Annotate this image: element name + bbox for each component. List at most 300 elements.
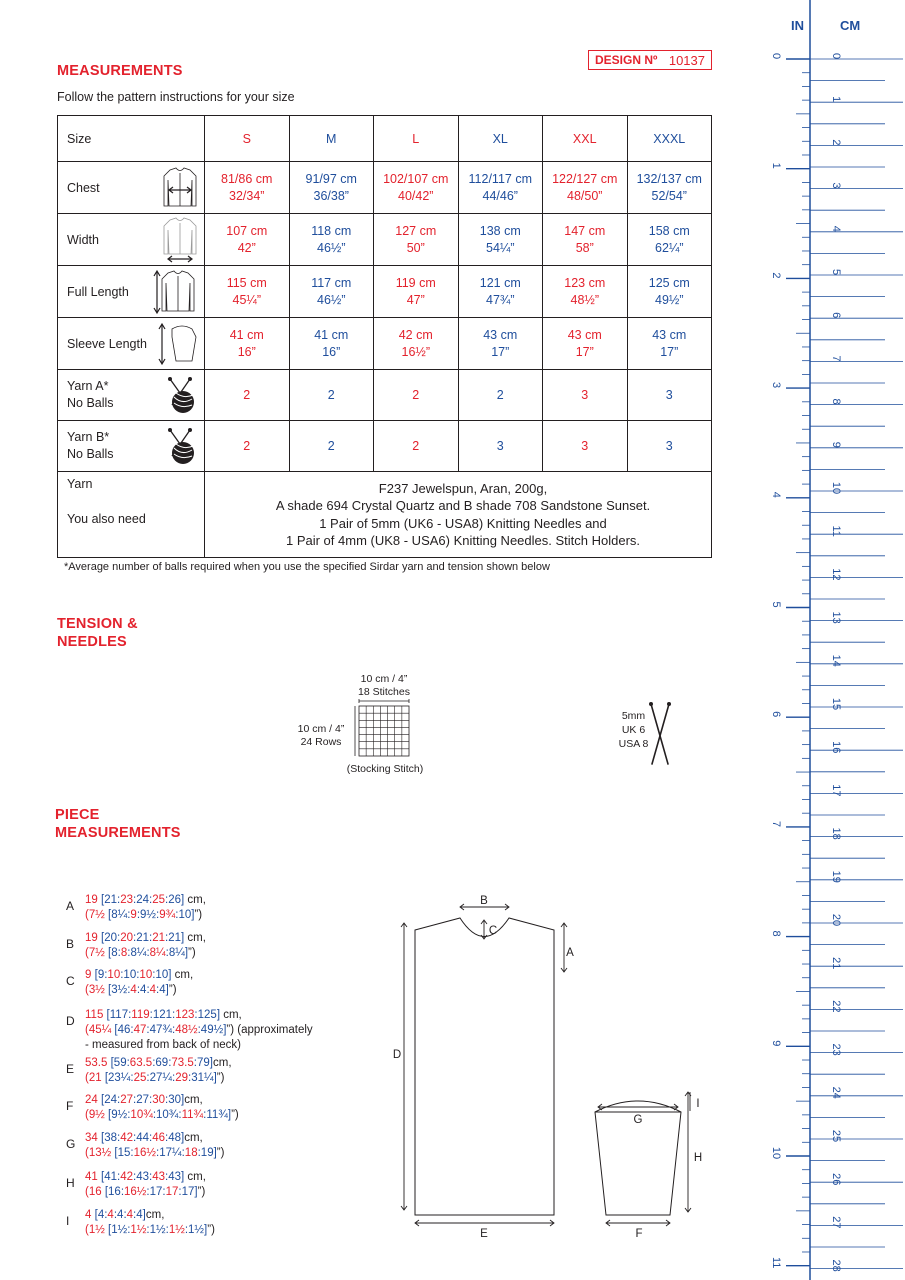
piece-measurement-text [85,1093,239,1123]
cm-line [85,1170,206,1185]
measure-part: ] [165,984,169,996]
measure-part: 44 [136,1132,149,1144]
cm-value: 138 cm [479,223,521,238]
measure-part: 17 [181,1186,195,1198]
measure-part: 16½ [133,1147,156,1159]
inch-value: 42” [237,240,256,255]
measure-part: 41 [85,1171,98,1183]
footnote: *Average number of balls required when you use the specified Sirdar yarn and tension shown below [64,561,550,573]
measure-part: 4 [117,1209,124,1221]
cm-line [85,1093,239,1108]
measure-part: (13½ [85,1147,112,1159]
measure-part: - measured from back of neck) [85,1039,241,1051]
ruler-cm-number: 19 [830,870,842,883]
ball-count: 2 [458,370,543,421]
row-label-text: Chest [67,180,100,195]
measure-part: 21 [152,932,165,944]
measure-part: : [149,1094,153,1106]
tension-heading-1: TENSION & [57,616,138,632]
measure-part: : [162,1186,166,1198]
ruler-inch-number: 9 [770,1040,782,1047]
measure-part: 59 [113,1057,127,1069]
measure-part: (16 [85,1186,102,1198]
tension-stitch-type: (Stocking Stitch) [346,763,424,775]
measure-part: 53.5 [85,1057,108,1069]
row-label-text: Yarn A* [67,379,109,393]
measure-part: ”) [216,1072,225,1084]
measure-part: 79 [196,1057,210,1069]
measure-part: : [193,1057,197,1069]
measure-part: 9 [85,969,92,981]
measure-part: 8 [111,947,118,959]
measurement-cell [289,266,374,318]
ruler [770,0,905,1280]
diagram-label-b: B [480,895,488,907]
yarn-label: Yarn [67,477,93,491]
yarn-info-row [58,472,712,558]
cm-value: 115 cm [226,275,267,290]
measure-part: [ [94,969,98,981]
measure-part: : [146,1186,150,1198]
measurement-row [58,318,712,370]
diagram-label-c: C [488,925,498,937]
measurements-intro: Follow the pattern instructions for your size [57,90,295,104]
measure-part: : [133,1171,137,1183]
measure-part: 4 [149,984,157,996]
measure-part: 10 [155,969,169,981]
inch-line [85,1146,224,1161]
measure-part: 17 [149,1186,163,1198]
measure-part: 16 [108,1186,121,1198]
measure-part: 42 [120,1132,133,1144]
measure-part: [ [104,984,112,996]
measurement-cell [543,266,628,318]
measure-part: : [133,1209,137,1221]
measure-part: cm, [184,1171,206,1183]
ruler-cm-number: 22 [830,1000,842,1013]
ruler-cm-number: 25 [830,1129,842,1143]
measure-part: 8¼ [149,947,166,959]
measure-part: 48½ [175,1024,198,1036]
measure-part: [ [101,1094,105,1106]
inch-value: 36/38” [313,188,349,203]
inch-value: 46½” [317,240,346,255]
ruler-cm-number: 11 [830,525,842,537]
back-piece-outline [415,918,554,1215]
ball-count: 3 [458,421,543,472]
diagram-label-f: F [635,1228,643,1240]
measurement-cell [627,266,712,318]
inch-line [85,1185,206,1200]
inch-value: 16” [322,344,341,359]
measure-part: (7½ [85,947,105,959]
measure-part: : [149,932,153,944]
knitting-needles-icon [646,700,674,768]
inch-line [85,983,193,998]
ruler-cm-number: 26 [830,1173,842,1186]
ball-count: 3 [627,421,712,472]
ball-count: 2 [374,370,459,421]
measurement-cell [458,318,543,370]
measure-part: 43 [136,1171,149,1183]
inch-line [85,1071,232,1086]
measure-part: ] [142,1209,146,1221]
measurement-row [58,266,712,318]
measure-part: : [165,1094,169,1106]
measure-part: : [146,1024,150,1036]
measure-part: : [197,1024,201,1036]
measure-part: ] [181,1132,185,1144]
ruler-in-label: IN [791,18,804,33]
measure-part: : [146,1072,150,1084]
size-row [58,116,712,162]
cm-line [85,1131,224,1146]
piece-letter: B [66,937,75,951]
measure-part: 30 [152,1094,165,1106]
pieces-heading-2: MEASUREMENTS [55,825,181,841]
measure-part: 9 [97,969,105,981]
piece-measurement-text [85,1056,232,1086]
measure-part: 25 [133,1072,147,1084]
measure-part: (7½ [85,909,105,921]
ruler-cm-number: 5 [830,268,842,276]
measure-part: ] [191,909,195,921]
cm-line [85,893,206,908]
inch-line [85,946,206,961]
design-label: DESIGN Nº [595,53,658,67]
ruler-inch-number: 0 [770,52,782,60]
yarn-balls-row [58,421,712,472]
measure-part: [ [101,1171,105,1183]
measurement-cell [289,318,374,370]
measure-part: : [172,1024,176,1036]
measure-part: : [117,932,121,944]
cm-value: 107 cm [226,223,268,238]
row-label-text: No Balls [67,396,114,410]
measure-part: : [128,1009,132,1021]
measure-part: 1½ [149,1224,166,1236]
measure-part: 46 [117,1024,131,1036]
measure-part: 15 [117,1147,131,1159]
also-need-label: You also need [67,512,146,526]
measure-part: 8¼ [130,947,147,959]
measure-part: : [165,932,169,944]
tension-swatch-grid [355,698,415,760]
measure-part: : [117,1132,121,1144]
inch-value: 16½” [401,344,430,359]
measure-part: : [127,1109,131,1121]
ruler-cm-number: 1 [830,96,842,103]
measure-part: 4 [130,984,137,996]
inch-value: 54¼” [486,240,515,255]
measure-part: [ [104,1224,112,1236]
measure-part: 8¼ [111,909,128,921]
measure-part: : [126,1057,130,1069]
cm-line [85,931,206,946]
measure-part: ] [209,1057,213,1069]
ruler-cm-number: 10 [830,481,842,495]
measure-part: 49½ [200,1024,224,1036]
cm-value: 42 cm [398,327,433,342]
needle-size-mm: 5mm [621,710,646,722]
design-number-box [588,50,712,70]
measure-part: [ [104,1109,112,1121]
measure-part: ] [213,1072,217,1084]
cm-value: 125 cm [648,275,690,290]
needle-size-uk: UK 6 [621,724,646,736]
measure-part: 4 [97,1209,105,1221]
measure-part: : [149,894,153,906]
measure-part: 10 [178,909,192,921]
measure-part: [ [104,947,112,959]
diagram-label-h: H [693,1152,703,1164]
piece-letter: F [66,1099,74,1113]
measure-part: cm, [220,1009,242,1021]
measure-part: : [149,1132,153,1144]
cm-value: 102/107 cm [383,171,449,186]
yarn-balls-row [58,370,712,421]
cm-value: 81/86 cm [221,171,273,186]
yarn-line: A shade 694 Crystal Quartz and B shade 708 Sandstone Sunset. [275,498,651,513]
measure-part: cm, [212,1057,232,1069]
tension-stitches: 18 Stitches [358,686,410,698]
measure-part: ] [181,932,185,944]
size-label: Size [58,116,205,162]
measure-part: : [181,1147,185,1159]
measure-part: 43 [168,1171,181,1183]
ruler-cm-number: 12 [830,568,842,581]
measure-part: ”) [197,1186,206,1198]
measure-part: : [146,947,150,959]
measure-part: : [127,947,131,959]
row-label [58,162,205,214]
measure-part: ”) [207,1224,215,1236]
pieces-heading-1: PIECE [55,807,100,823]
ruler-inch-number: 2 [770,272,782,279]
measure-part: : [168,1057,172,1069]
measure-part: : [133,932,137,944]
measure-part: : [136,984,141,996]
inch-value: 45¼” [232,292,261,307]
measure-part: 10 [139,969,153,981]
cm-line [85,1056,232,1071]
measure-part: cm, [171,969,194,981]
cm-value: 43 cm [567,327,602,342]
ball-count: 2 [289,370,374,421]
measure-part: : [156,984,160,996]
measure-part: 121 [152,1009,173,1021]
ruler-cm-number: 27 [830,1216,842,1229]
ruler-cm-number: 4 [830,225,842,232]
measure-part: 41 [104,1171,117,1183]
cm-value: 41 cm [229,327,264,342]
measure-part: 11¾ [206,1109,228,1121]
piece-measurement-text [85,931,206,961]
measure-part: 4 [159,984,166,996]
piece-letter: G [66,1137,76,1151]
measure-part: 11¾ [181,1109,204,1121]
measurement-row [58,162,712,214]
measure-part: 47 [133,1024,147,1036]
measure-part: ] [194,1186,198,1198]
measure-part: : [152,969,156,981]
measurement-cell [205,266,290,318]
ruler-cm-number: 3 [830,182,842,189]
measure-part: ”) [216,1147,225,1159]
ruler-inch-number: 11 [770,1256,782,1269]
piece-letter: D [66,1014,75,1028]
row-label-text: Yarn B* [67,430,110,444]
measurement-cell [627,318,712,370]
measure-part: : [172,1072,176,1084]
measure-part: (1½ [85,1224,105,1236]
measure-part: 23¼ [108,1072,131,1084]
measure-part: ] [204,1224,208,1236]
ruler-cm-number: 28 [830,1259,842,1272]
ruler-inch-number: 6 [770,711,782,718]
measure-part: : [117,1094,121,1106]
piece-measurement-text [85,1170,206,1200]
ruler-cm-number: 24 [830,1086,842,1099]
ruler-inch-number: 3 [770,382,782,389]
cm-value: 43 cm [652,327,687,342]
measure-part: 26 [168,894,181,906]
inch-value: 32/34” [229,188,265,203]
row-label-text: No Balls [67,447,114,461]
measure-part: 115 [85,1009,104,1021]
diagram-label-i: I [696,1098,700,1110]
measure-part: ”) [231,1109,239,1121]
measure-part: : [165,1132,169,1144]
measure-part: : [156,1147,160,1159]
ruler-cm-number: 23 [830,1043,842,1056]
diagram-label-e: E [480,1228,488,1240]
measure-part: 125 [197,1009,217,1021]
measurement-cell [458,162,543,214]
measurements-table [57,115,712,558]
measure-part: : [165,1171,169,1183]
ruler-cm-number: 15 [830,697,842,711]
measure-part: 10 [123,969,137,981]
measure-part: [ [111,1024,118,1036]
measure-part: ] [181,1171,185,1183]
measure-part: : [165,947,169,959]
ruler-cm-number: 7 [830,355,842,362]
piece-letter: A [66,899,75,913]
measurement-row [58,214,712,266]
measure-part: 20 [104,932,117,944]
measure-part: 4 [136,1209,143,1221]
measure-part: 17 [165,1186,179,1198]
inch-value: 48½” [570,292,599,307]
measure-part: : [133,1094,137,1106]
measure-part: [ [101,894,105,906]
ball-count: 2 [205,421,290,472]
measure-part: 24 [85,1094,98,1106]
ruler-cm-number: 17 [830,784,842,797]
measure-part: ”) [188,947,196,959]
measure-part: 8 [120,947,128,959]
measure-part: : [149,1009,153,1021]
measure-part: : [146,984,150,996]
inch-value: 44/46” [482,188,518,203]
row-label [58,421,205,472]
ball-count: 3 [543,370,628,421]
measure-part: [ [101,932,105,944]
measure-part: (3½ [85,984,105,996]
size-m: M [289,116,374,162]
measure-part: : [127,984,131,996]
ruler-cm-number: 0 [830,52,842,60]
measure-part: [ [101,1186,109,1198]
ruler-cm-number: 2 [830,139,842,146]
ruler-inch-number: 10 [770,1146,782,1160]
measure-part: (9½ [85,1109,105,1121]
inch-value: 62¼” [655,240,684,255]
measure-part: ”) (approximately [226,1024,313,1036]
ruler-cm-label: CM [840,18,861,33]
measure-part: 10 [107,969,121,981]
inch-value: 40/42” [398,188,434,203]
measure-part: 9½ [140,909,157,921]
measure-part: : [133,1132,137,1144]
inch-line [85,1108,239,1123]
measure-part: 38 [104,1132,117,1144]
measurement-cell [543,318,628,370]
measure-part: : [104,969,108,981]
row-label [58,318,205,370]
design-number: 10137 [668,52,705,68]
measurement-cell [627,162,712,214]
measure-part: : [156,909,160,921]
garment-piece-diagram [380,885,710,1245]
measure-part: 46 [152,1132,165,1144]
measure-part: 9 [130,909,137,921]
measure-part: : [136,909,141,921]
measure-part: cm, [184,1094,203,1106]
measure-part: : [178,1186,182,1198]
inch-value: 58” [575,240,594,255]
measure-part: 1½ [188,1224,205,1236]
measure-part: 27 [136,1094,149,1106]
piece-letter: C [66,974,75,988]
measure-part: 43 [152,1171,165,1183]
ball-count: 3 [543,421,628,472]
measure-part: 30 [168,1094,181,1106]
cm-value: 121 cm [479,275,521,290]
measure-part: : [172,1009,176,1021]
measure-part: 1½ [111,1224,128,1236]
measure-part: ] [181,894,185,906]
measure-part: ] [184,947,189,959]
measure-part: 47¾ [149,1024,172,1036]
measure-part: ] [181,1094,185,1106]
ball-count: 2 [289,421,374,472]
ruler-cm-number: 13 [830,611,842,624]
measure-part: : [120,1186,125,1198]
size-s: S [205,116,290,162]
measure-part: 4 [140,984,147,996]
tension-width-label: 10 cm / 4” [360,673,408,685]
yarn-line: 1 Pair of 5mm (UK6 - USA8) Knitting Needles and [319,515,607,531]
measure-part: : [146,1224,150,1236]
inch-value: 17” [660,344,679,359]
measure-part: : [203,1109,207,1121]
measure-part: 48 [168,1132,181,1144]
measure-part: : [194,1009,198,1021]
inch-value: 46½” [317,292,346,307]
ruler-cm-number: 14 [830,654,842,667]
